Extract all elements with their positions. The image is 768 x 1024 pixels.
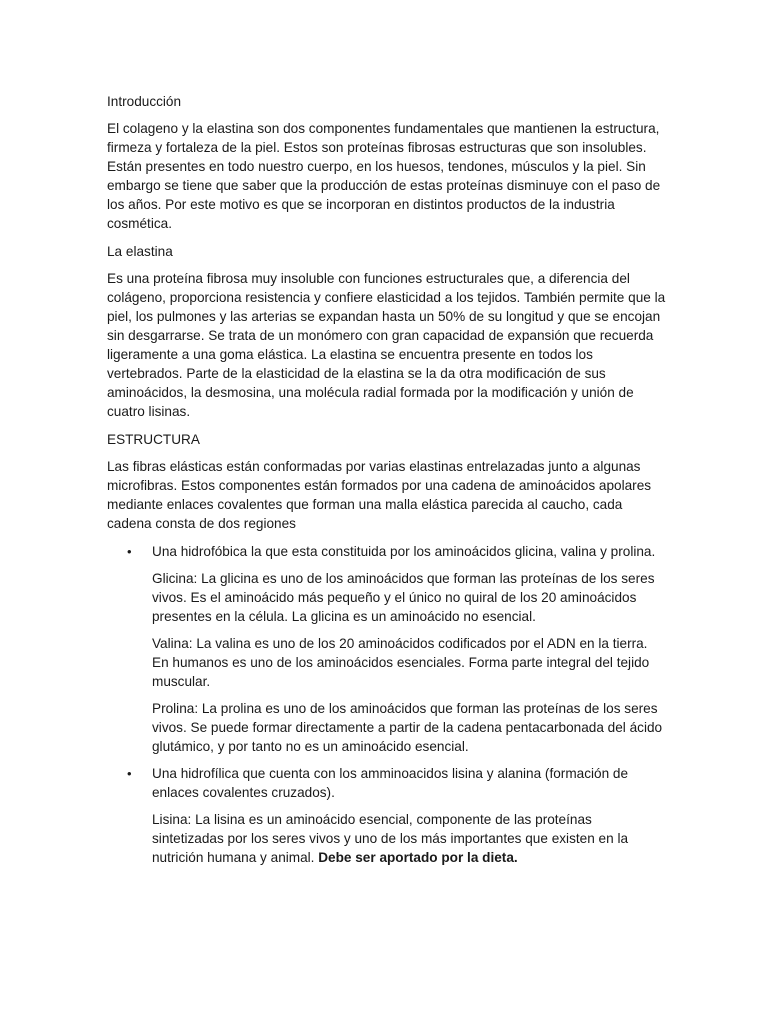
bullet-text: Una hidrofóbica la que esta constituida por los aminoácidos glicina, valina y prolina. <box>152 544 656 559</box>
emphasis-text: Debe ser aportado por la dieta. <box>318 850 518 865</box>
elastina-paragraph: Es una proteína fibrosa muy insoluble con funciones estructurales que, a diferencia del colágeno, proporciona resistencia y confiere elasticidad a los tejidos. También permite que la piel, los pulmones y las arterias se expandan hasta un 50% de su longitud y que se encojan sin desgarrarse. Se trata de un monómero con gran capacidad de expansión que recuerda ligeramente a una goma elástica. La elastina se encuentra presente en todos los vertebrados. Parte de la elasticidad de la elastina se la da otra modificación de sus aminoácidos, la desmosina, una molécula radial formada por la modificación y unión de cuatro lisinas. <box>107 271 666 419</box>
estructura-heading: ESTRUCTURA <box>107 432 200 447</box>
regions-list <box>107 542 667 867</box>
intro-paragraph: El colageno y la elastina son dos componentes fundamentales que mantienen la estructura, firmeza y fortaleza de la piel. Estos son proteínas fibrosas estructuras que son insolubles. Están presentes en todo nuestro cuerpo, en los huesos, tendones, músculos y la piel. Sin embargo se tiene que saber que la producción de estas proteínas disminuye con el paso de los años. Por este motivo es que se incorporan en distintos productos de la industria cosmética. <box>107 121 661 231</box>
amino-entry-glicina <box>152 569 667 626</box>
amino-term: Glicina: <box>152 571 198 586</box>
intro-heading: Introducción <box>107 94 182 109</box>
bullet-text: Una hidrofílica que cuenta con los amminoacidos lisina y alanina (formación de enlaces covalentes cruzados). <box>152 766 629 800</box>
amino-entry-lisina <box>152 810 667 867</box>
amino-term: Valina: <box>152 636 193 651</box>
bullet-icon: • <box>127 766 132 781</box>
list-item <box>107 542 667 756</box>
estructura-paragraph: Las fibras elásticas están conformadas por varias elastinas entrelazadas junto a algunas microfibras. Estos componentes están formados por una cadena de aminoácidos apolares mediante enlaces covalentes que forman una malla elástica parecida al caucho, cada cadena consta de dos regiones <box>107 459 652 531</box>
amino-desc: La prolina es uno de los aminoácidos que forman las proteínas de los seres vivos. Se puede formar directamente a partir de la cadena pentacarbonada del ácido glutámico, y por tanto no es un aminoácido esencial. <box>152 701 663 754</box>
amino-term: Prolina: <box>152 701 199 716</box>
elastina-heading: La elastina <box>107 244 173 259</box>
amino-desc: La valina es uno de los 20 aminoácidos codificados por el ADN en la tierra. En humanos es uno de los aminoácidos esenciales. Forma parte integral del tejido muscular. <box>152 636 650 689</box>
document-page <box>107 92 667 875</box>
amino-desc: La lisina es un aminoácido esencial, componente de las proteínas sintetizadas por los seres vivos y uno de los más importantes que existen en la nutrición humana y animal. <box>152 812 629 865</box>
amino-desc: La glicina es uno de los aminoácidos que forman las proteínas de los seres vivos. Es el aminoácido más pequeño y el único no quiral de los 20 aminoácidos presentes en la célula. La glicina es un aminoácido no esencial. <box>152 571 655 624</box>
amino-entry-valina <box>152 634 667 691</box>
amino-term: Lisina: <box>152 812 192 827</box>
bullet-icon: • <box>127 544 132 559</box>
amino-entry-prolina <box>152 699 667 756</box>
list-item <box>107 764 667 867</box>
